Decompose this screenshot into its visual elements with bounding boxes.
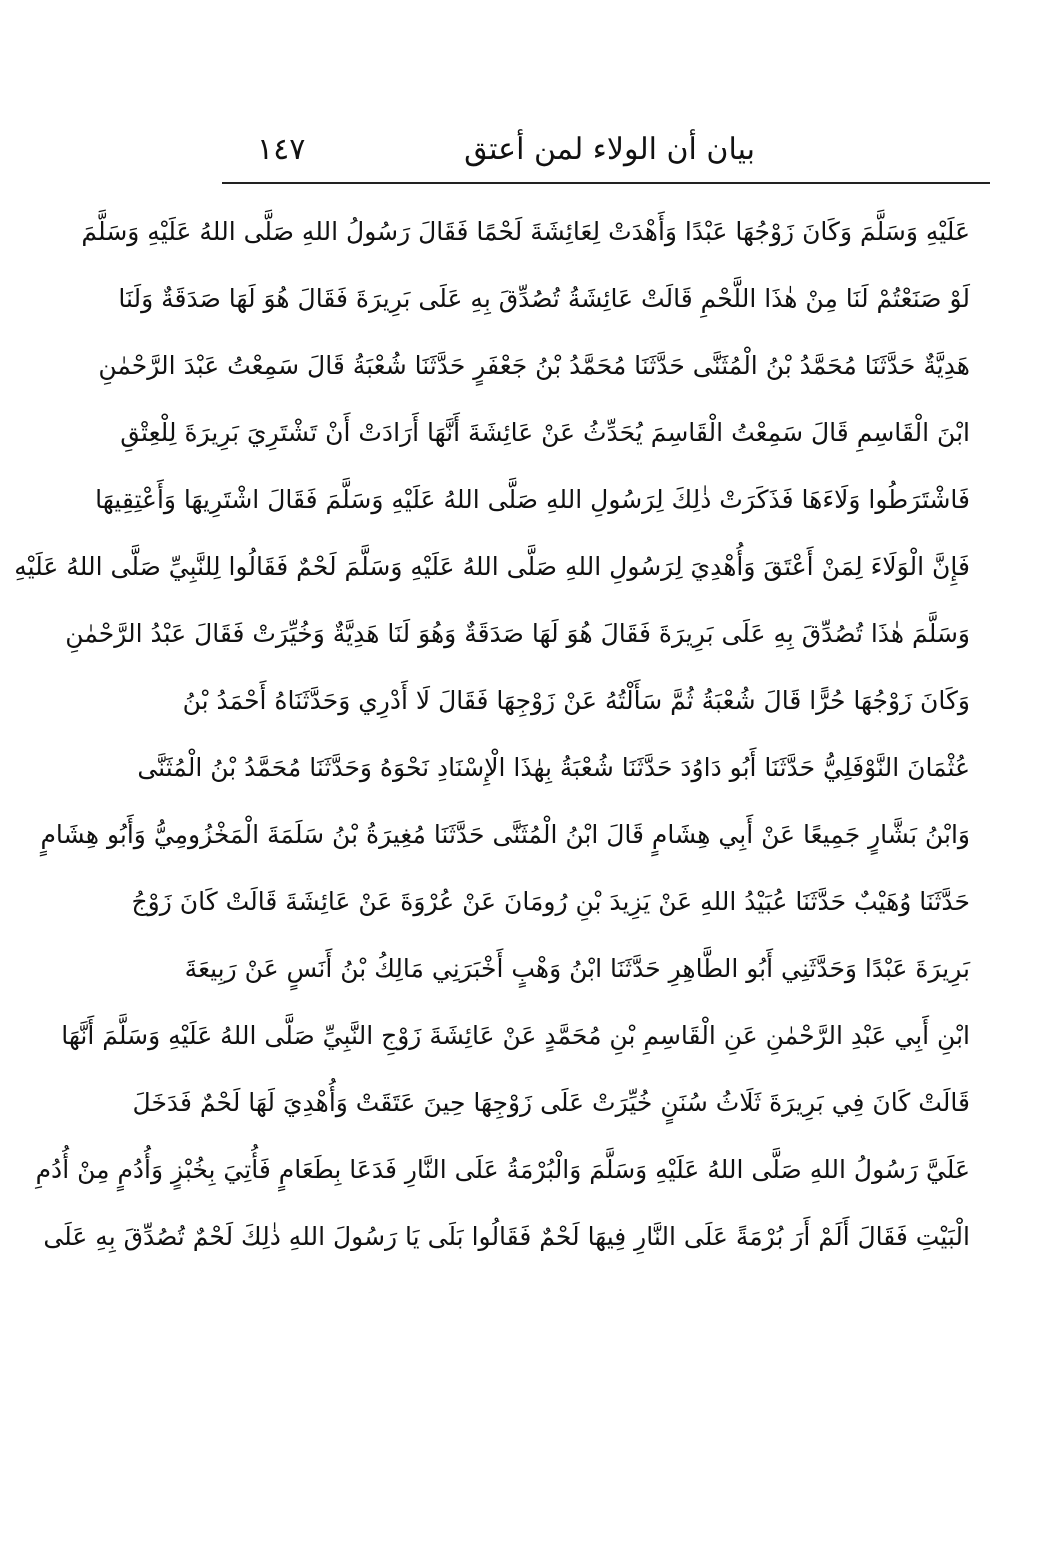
hadith-text-block (14, 198, 970, 1270)
chapter-title: بيان أن الولاء لمن أعتق (464, 132, 755, 167)
text-line-16: الْبَيْتِ فَقَالَ أَلَمْ أَرَ بُرْمَةً عَلَى النَّارِ فِيهَا لَحْمٌ فَقَالُوا بَلَى يَا رَسُولَ اللهِ ذٰلِكَ لَحْمٌ تُصُدِّقَ بِهِ عَلَى (43, 1222, 970, 1251)
text-line-2: لَوْ صَنَعْتُمْ لَنَا مِنْ هٰذَا اللَّحْمِ قَالَتْ عَائِشَةُ تُصُدِّقَ بِهِ عَلَى بَرِيرَةَ فَقَالَ هُوَ لَهَا صَدَقَةٌ وَلَنَا (118, 284, 970, 313)
text-line-3: هَدِيَّةٌ حَدَّثَنَا مُحَمَّدُ بْنُ الْمُثَنَّى حَدَّثَنَا مُحَمَّدُ بْنُ جَعْفَرٍ حَدَّثَنَا شُعْبَةُ قَالَ سَمِعْتُ عَبْدَ الرَّحْمٰنِ (98, 351, 970, 380)
text-line-14: قَالَتْ كَانَ فِي بَرِيرَةَ ثَلَاثُ سُنَنٍ خُيِّرَتْ عَلَى زَوْجِهَا حِينَ عَتَقَتْ وَأُهْدِيَ لَهَا لَحْمٌ فَدَخَلَ (132, 1088, 970, 1117)
text-line-4: ابْنَ الْقَاسِمِ قَالَ سَمِعْتُ الْقَاسِمَ يُحَدِّثُ عَنْ عَائِشَةَ أَنَّهَا أَرَادَتْ أَنْ تَشْتَرِيَ بَرِيرَةَ لِلْعِتْقِ (120, 418, 970, 447)
header-divider (222, 182, 990, 184)
text-line-6: فَإِنَّ الْوَلَاءَ لِمَنْ أَعْتَقَ وَأُهْدِيَ لِرَسُولِ اللهِ صَلَّى اللهُ عَلَيْهِ وَسَلَّمَ لَحْمٌ فَقَالُوا لِلنَّبِيِّ صَلَّى اللهُ عَلَيْهِ (14, 552, 970, 581)
text-line-1: عَلَيْهِ وَسَلَّمَ وَكَانَ زَوْجُهَا عَبْدًا وَأَهْدَتْ لِعَائِشَةَ لَحْمًا فَقَالَ رَسُولُ اللهِ صَلَّى اللهُ عَلَيْهِ وَسَلَّمَ (81, 217, 970, 246)
text-line-5: فَاشْتَرَطُوا وَلَاءَهَا فَذَكَرَتْ ذٰلِكَ لِرَسُولِ اللهِ صَلَّى اللهُ عَلَيْهِ وَسَلَّمَ فَقَالَ اشْتَرِيهَا وَأَعْتِقِيهَا (95, 485, 970, 514)
text-line-7: وَسَلَّمَ هٰذَا تُصُدِّقَ بِهِ عَلَى بَرِيرَةَ فَقَالَ هُوَ لَهَا صَدَقَةٌ وَهُوَ لَنَا هَدِيَّةٌ وَخُيِّرَتْ فَقَالَ عَبْدُ الرَّحْمٰنِ (65, 619, 970, 648)
text-line-11: حَدَّثَنَا وُهَيْبٌ حَدَّثَنَا عُبَيْدُ اللهِ عَنْ يَزِيدَ بْنِ رُومَانَ عَنْ عُرْوَةَ عَنْ عَائِشَةَ قَالَتْ كَانَ زَوْجُ (131, 887, 970, 916)
text-line-12: بَرِيرَةَ عَبْدًا وَحَدَّثَنِي أَبُو الطَّاهِرِ حَدَّثَنَا ابْنُ وَهْبٍ أَخْبَرَنِي مَالِكُ بْنُ أَنَسٍ عَنْ رَبِيعَةَ (184, 954, 970, 983)
text-line-13: ابْنِ أَبِي عَبْدِ الرَّحْمٰنِ عَنِ الْقَاسِمِ بْنِ مُحَمَّدٍ عَنْ عَائِشَةَ زَوْجِ النَّبِيِّ صَلَّى اللهُ عَلَيْهِ وَسَلَّمَ أَنَّهَا (61, 1021, 970, 1050)
text-line-9: عُثْمَانَ النَّوْفَلِيُّ حَدَّثَنَا أَبُو دَاوُدَ حَدَّثَنَا شُعْبَةُ بِهٰذَا الْإِسْنَادِ نَحْوَهُ وَحَدَّثَنَا مُحَمَّدُ بْنُ الْمُثَنَّى (137, 753, 970, 782)
page-number: ١٤٧ (257, 132, 306, 167)
text-line-8: وَكَانَ زَوْجُهَا حُرًّا قَالَ شُعْبَةُ ثُمَّ سَأَلْتُهُ عَنْ زَوْجِهَا فَقَالَ لَا أَدْرِي وَحَدَّثَنَاهُ أَحْمَدُ بْنُ (182, 686, 970, 715)
text-line-15: عَلَيَّ رَسُولُ اللهِ صَلَّى اللهُ عَلَيْهِ وَسَلَّمَ وَالْبُرْمَةُ عَلَى النَّارِ فَدَعَا بِطَعَامٍ فَأُتِيَ بِخُبْزٍ وَأُدُمٍ مِنْ أُدُمِ (35, 1155, 970, 1184)
running-header (225, 128, 985, 178)
text-line-10: وَابْنُ بَشَّارٍ جَمِيعًا عَنْ أَبِي هِشَامٍ قَالَ ابْنُ الْمُثَنَّى حَدَّثَنَا مُغِيرَةُ بْنُ سَلَمَةَ الْمَخْزُومِيُّ وَأَبُو هِشَامٍ (40, 820, 970, 849)
